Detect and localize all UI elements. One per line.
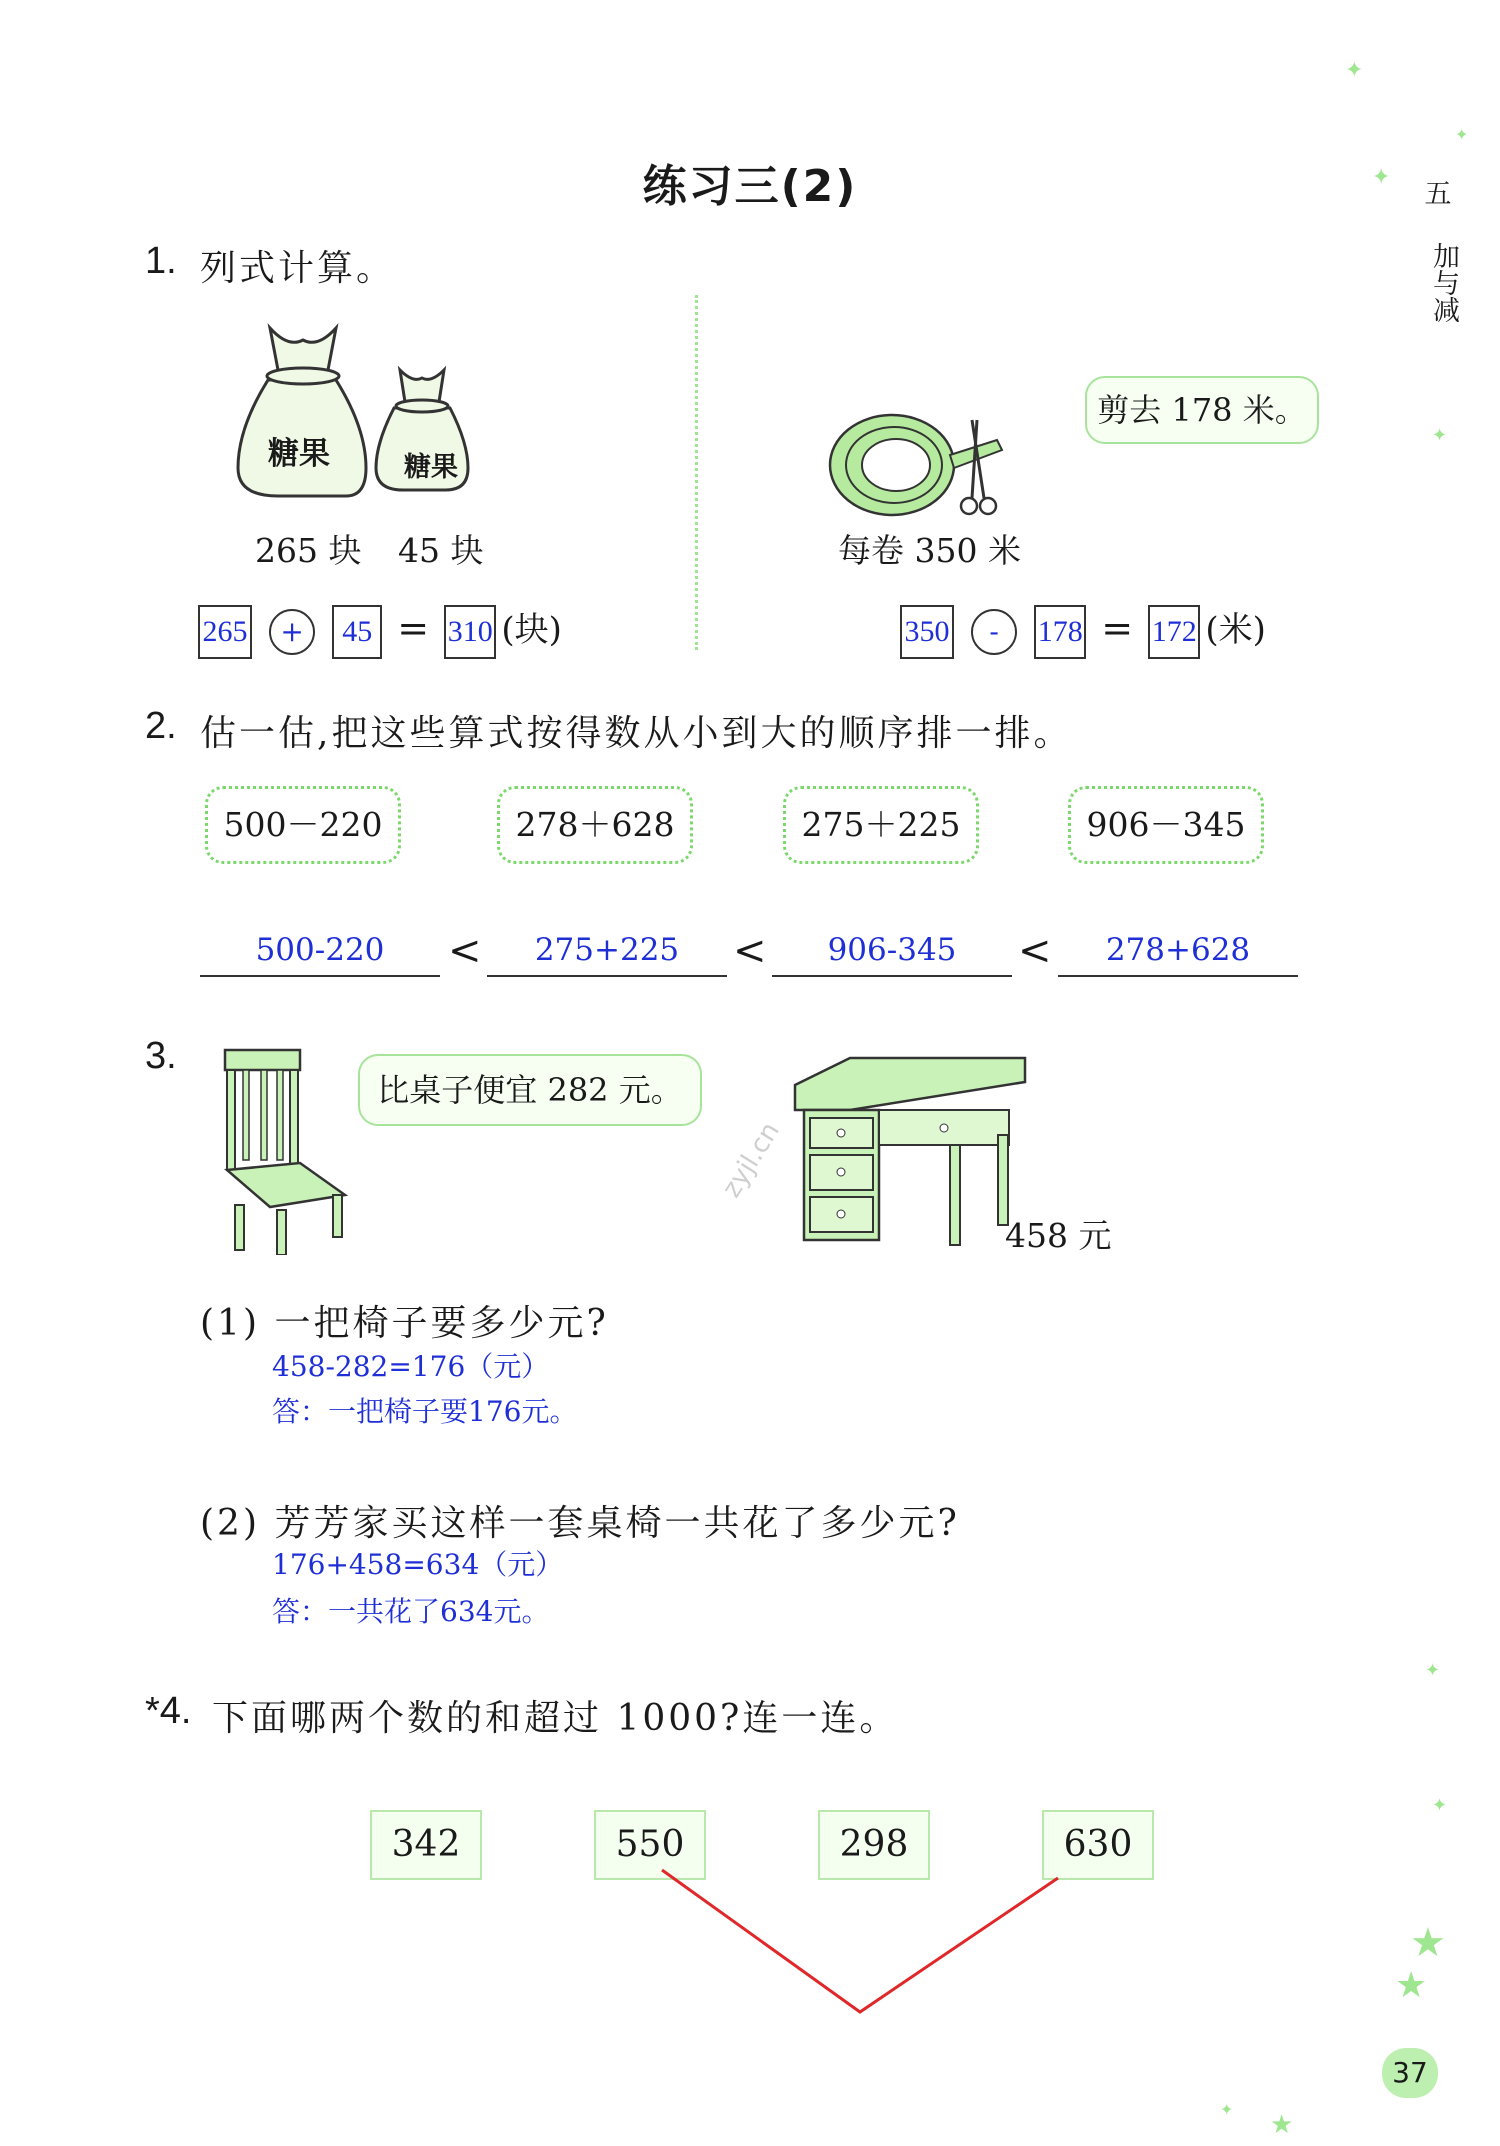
question-3-number: 3. [145, 1035, 177, 1077]
answer-box: 310 [444, 605, 496, 659]
number-card[interactable]: 342 [370, 1810, 482, 1880]
less-than-sign: < [448, 928, 482, 974]
operator-circle: - [971, 609, 1017, 655]
big-bag-quantity: 265 块 [255, 531, 362, 570]
question-1-left-equation: 265 + 45 = 310 (块) [198, 602, 562, 659]
answer-sentence: 答：一共花了634元。 [272, 1595, 550, 1628]
desk-price: 458 元 [1005, 1216, 1112, 1255]
desk-illustration [790, 1050, 1030, 1250]
question-1-right-equation: 350 - 178 = 172 (米) [900, 602, 1266, 659]
page-number: 37 [1382, 2048, 1438, 2098]
speech-bubble: 剪去 178 米。 [1085, 376, 1319, 444]
less-than-sign: < [1018, 928, 1052, 974]
answer-sentence: 答：一把椅子要176元。 [272, 1395, 578, 1428]
star-icon: ✦ [1425, 1660, 1441, 1681]
connection-line [662, 1870, 1058, 2012]
answer-box: 178 [1034, 605, 1086, 659]
less-than-sign: < [733, 928, 767, 974]
page-title: 练习三(2) [642, 161, 858, 212]
star-icon: ★ [1270, 2110, 1294, 2140]
star-icon: ✦ [1372, 165, 1391, 190]
expression-card: 275＋225 [783, 786, 979, 864]
answer-box: 350 [900, 605, 954, 659]
answer-box: 172 [1148, 605, 1200, 659]
candy-bag-label: 糖果 [404, 452, 458, 483]
watermark: zyjl.cn [716, 1117, 786, 1203]
star-icon: ✦ [1432, 1795, 1448, 1816]
order-blank: 500-220 [200, 925, 440, 977]
question-3-1-text: (1) 一把椅子要多少元? [200, 1303, 609, 1344]
answer-calculation: 176+458=634（元） [272, 1548, 564, 1581]
question-3-2-text: (2) 芳芳家买这样一套桌椅一共花了多少元? [200, 1503, 960, 1544]
candy-bags-illustration [228, 318, 508, 508]
order-blank: 278+628 [1058, 925, 1298, 977]
star-icon: ✦ [1432, 425, 1448, 446]
expression-card: 278＋628 [497, 786, 693, 864]
number-card[interactable]: 630 [1042, 1810, 1154, 1880]
answer-box: 265 [198, 605, 252, 659]
expression-card: 906－345 [1068, 786, 1264, 864]
speech-bubble: 比桌子便宜 282 元。 [358, 1054, 702, 1126]
answer-box: 45 [332, 605, 382, 659]
roll-length-label: 每卷 350 米 [838, 531, 1021, 570]
chair-illustration [215, 1045, 355, 1255]
question-4-number: *4. [145, 1690, 192, 1732]
ribbon-roll-illustration [822, 410, 1022, 520]
question-4-text: 下面哪两个数的和超过 1000?连一连。 [212, 1698, 899, 1739]
question-2-text: 估一估,把这些算式按得数从小到大的顺序排一排。 [200, 713, 1073, 754]
chapter-side-label: 五 加与减 [1424, 179, 1459, 323]
order-blank: 275+225 [487, 925, 727, 977]
question-2-number: 2. [145, 705, 177, 747]
number-card[interactable]: 550 [594, 1810, 706, 1880]
candy-bag-label: 糖果 [268, 436, 330, 472]
divider [695, 295, 698, 650]
expression-card: 500－220 [205, 786, 401, 864]
answer-calculation: 458-282=176（元） [272, 1350, 550, 1383]
operator-circle: + [269, 609, 315, 655]
star-icon: ✦ [1455, 125, 1469, 144]
star-icon: ★ [1395, 1965, 1428, 2006]
question-1-number: 1. [145, 240, 177, 282]
star-icon: ★ [1410, 1920, 1446, 1966]
question-1-text: 列式计算。 [200, 248, 396, 289]
number-card[interactable]: 298 [818, 1810, 930, 1880]
small-bag-quantity: 45 块 [398, 531, 484, 570]
order-blank: 906-345 [772, 925, 1012, 977]
star-icon: ✦ [1220, 2100, 1234, 2119]
star-icon: ✦ [1345, 58, 1364, 83]
